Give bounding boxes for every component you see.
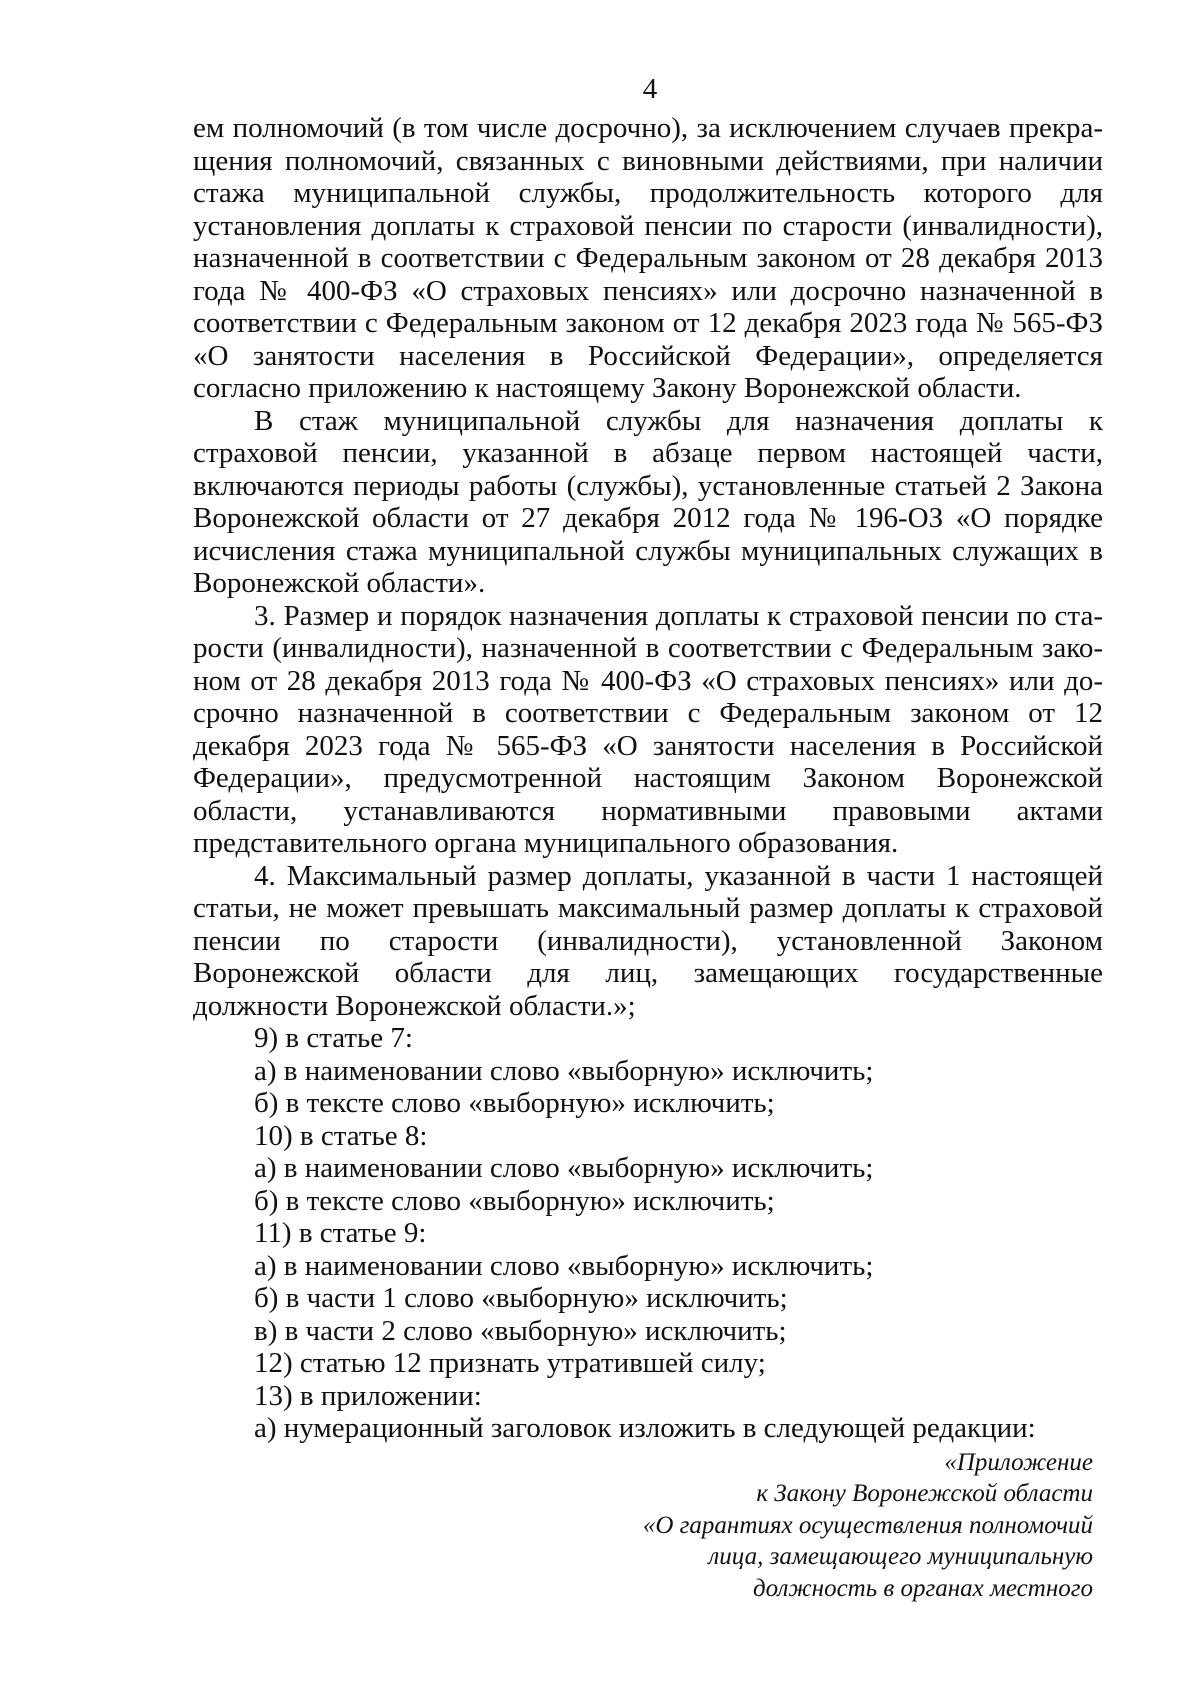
appendix-heading	[193, 1447, 1103, 1605]
list-item: а) нумерационный заголовок изложить в следующей редакции:	[254, 1412, 1036, 1444]
appendix-line: к Закону Воронежской области	[756, 1480, 1093, 1507]
appendix-line: «О гарантиях осуществления полномочий	[642, 1511, 1093, 1539]
list-item: 11) в статье 9:	[254, 1217, 427, 1249]
appendix-line: «Приложение	[944, 1448, 1093, 1476]
list-item: б) в тексте слово «выборную» исключить;	[254, 1184, 775, 1217]
appendix-line: лица, замещающего муниципальную	[708, 1543, 1093, 1570]
amendment-list	[193, 1022, 1103, 1445]
list-item: 10) в статье 8:	[254, 1119, 428, 1152]
page-number: 4	[642, 73, 658, 105]
list-item: а) в наименовании слово «выборную» исключить;	[254, 1054, 874, 1087]
document-body	[193, 112, 1103, 1604]
list-item: а) в наименовании слово «выборную» исключить;	[254, 1249, 874, 1282]
list-item: 12) статью 12 признать утратившей силу;	[254, 1347, 766, 1379]
paragraph-part-3: 3. Размер и порядок назначения доплаты к страховой пенсии по старости (инвалидности), назначенной в соответствии с Федеральным законом от 28 декабря 2013 года № 400-ФЗ «О страховых пенсиях» или досрочно назначенной в соответствии с Федеральным законом от 12 декабря 2023 года № 565-ФЗ «О занятости населения в Российской Федерации», предусмотренной настоящим Законом Воронежской области, устанавливаются нормативными правовыми актами представительного органа муниципального образования.	[193, 599, 1103, 859]
paragraph-part-4: 4. Максимальный размер доплаты, указанной в части 1 настоящей статьи, не может превышать максимальный размер доплаты к страховой пенсии по старости (инвалидности), установленной Законом Воронежской области для лиц, замещающих государственные должности Воронежской области.»;	[193, 859, 1103, 1022]
list-item: 13) в приложении:	[254, 1379, 482, 1412]
paragraph-continuation: ем полномочий (в том числе досрочно), за исключением случаев прекращения полномочий, связанных с виновными действиями, при наличии стажа муниципальной службы, продолжительность которого для установления доплаты к страховой пенсии по старости (инвалидности), назначенной в соответствии с Федеральным законом от 28 декабря 2013 года № 400-ФЗ «О страховых пенсиях» или досрочно назначенной в соответствии с Федеральным законом от 12 декабря 2023 года № 565-ФЗ «О занятости населения в Российской Федерации», определяется согласно приложению к настоящему Закону Воронежской области.	[193, 112, 1103, 404]
list-item: в) в части 2 слово «выборную» исключить;	[254, 1314, 787, 1347]
list-item: б) в тексте слово «выборную» исключить;	[254, 1087, 775, 1119]
appendix-line: должность в органах местного	[753, 1574, 1093, 1602]
list-item: а) в наименовании слово «выборную» исключить;	[254, 1152, 874, 1184]
list-item: 9) в статье 7:	[254, 1022, 413, 1054]
list-item: б) в части 1 слово «выборную» исключить;	[254, 1282, 788, 1314]
paragraph-service-length: В стаж муниципальной службы для назначения доплаты к страховой пенсии, указанной в абзаце первом настоящей части, включаются периоды работы (службы), установленные статьей 2 Закона Воронежской области от 27 декабря 2012 года № 196-ОЗ «О порядке исчисления стажа муниципальной службы муниципальных служащих в Воронежской области».	[193, 404, 1103, 599]
